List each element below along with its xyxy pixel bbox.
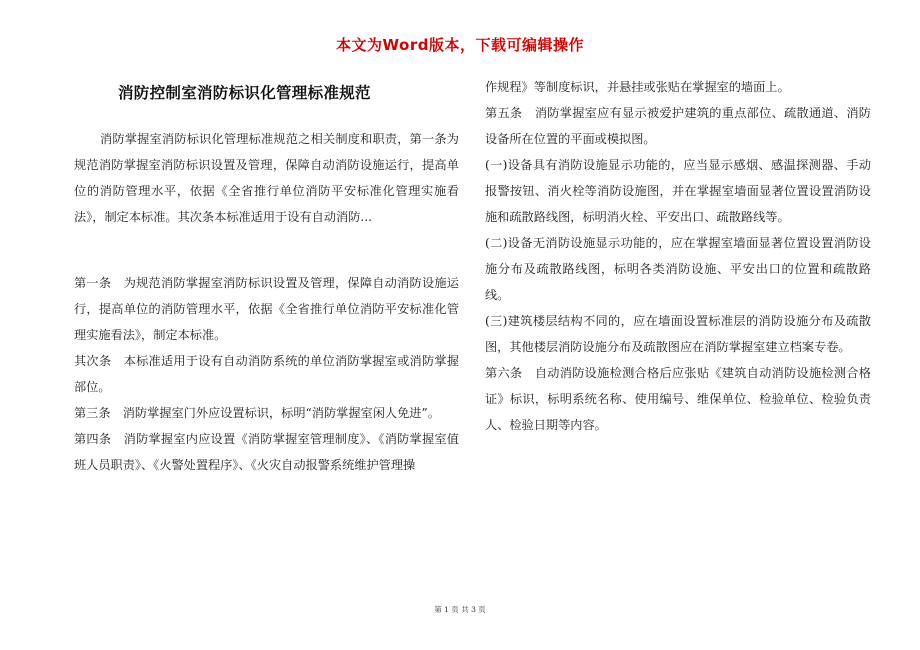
article-5-item-1: (一)设备具有消防设施显示功能的，应当显示感烟、感温探测器、手动报警按钮、消火栓等消防设施图，并在掌握室墙面显著位置设置消防设施和疏散路线图，标明消火栓、平安出口、疏散路线等。 [485, 158, 871, 224]
document-title: 消防控制室消防标识化管理标准规范 [118, 84, 371, 102]
article-5-item-2: (二)设备无消防设施显示功能的，应在掌握室墙面显著位置设置消防设施分布及疏散路线图，标明各类消防设施、平安出口的位置和疏散路线。 [485, 236, 871, 302]
edit-notice-banner: 本文为Word版本，下载可编辑操作 [336, 36, 584, 54]
left-column [74, 74, 459, 478]
article-5-item-3: (三)建筑楼层结构不同的，应在墙面设置标准层的消防设施分布及疏散图，其他楼层消防设施分布及疏散图应在消防掌握室建立档案专卷。 [485, 314, 871, 354]
article-2: 其次条 本标准适用于设有自动消防系统的单位消防掌握室或消防掌握部位。 [74, 354, 459, 394]
article-4-continued: 作规程》等制度标识，并悬挂或张贴在掌握室的墙面上。 [485, 80, 790, 94]
intro-paragraph: 消防掌握室消防标识化管理标准规范之相关制度和职责，第一条为规范消防掌握室消防标识设置及管理，保障自动消防设施运行，提高单位的消防管理水平，依据《全省推行单位消防平安标准化管理实施看法》，制定本标准。其次条本标准适用于设有自动消防... [74, 132, 459, 224]
article-4: 第四条 消防掌握室内应设置《消防掌握室管理制度》、《消防掌握室值班人员职责》、《火警处置程序》、《火灾自动报警系统维护管理操 [74, 432, 459, 472]
paragraph-spacer [74, 230, 459, 270]
page-number-footer: 第 1 页 共 3 页 [434, 605, 486, 614]
article-6: 第六条 自动消防设施检测合格后应张贴《建筑自动消防设施检测合格证》标识，标明系统名称、使用编号、维保单位、检验单位、检验负责人、检验日期等内容。 [485, 366, 871, 432]
article-1: 第一条 为规范消防掌握室消防标识设置及管理，保障自动消防设施运行，提高单位的消防管理水平，依据《全省推行单位消防平安标准化管理实施看法》，制定本标准。 [74, 276, 459, 342]
right-column [485, 74, 871, 438]
article-5: 第五条 消防掌握室应有显示被爱护建筑的重点部位、疏散通道、消防设备所在位置的平面或模拟图。 [485, 106, 871, 146]
article-3: 第三条 消防掌握室门外应设置标识，标明“消防掌握室闲人免进”。 [74, 406, 440, 420]
